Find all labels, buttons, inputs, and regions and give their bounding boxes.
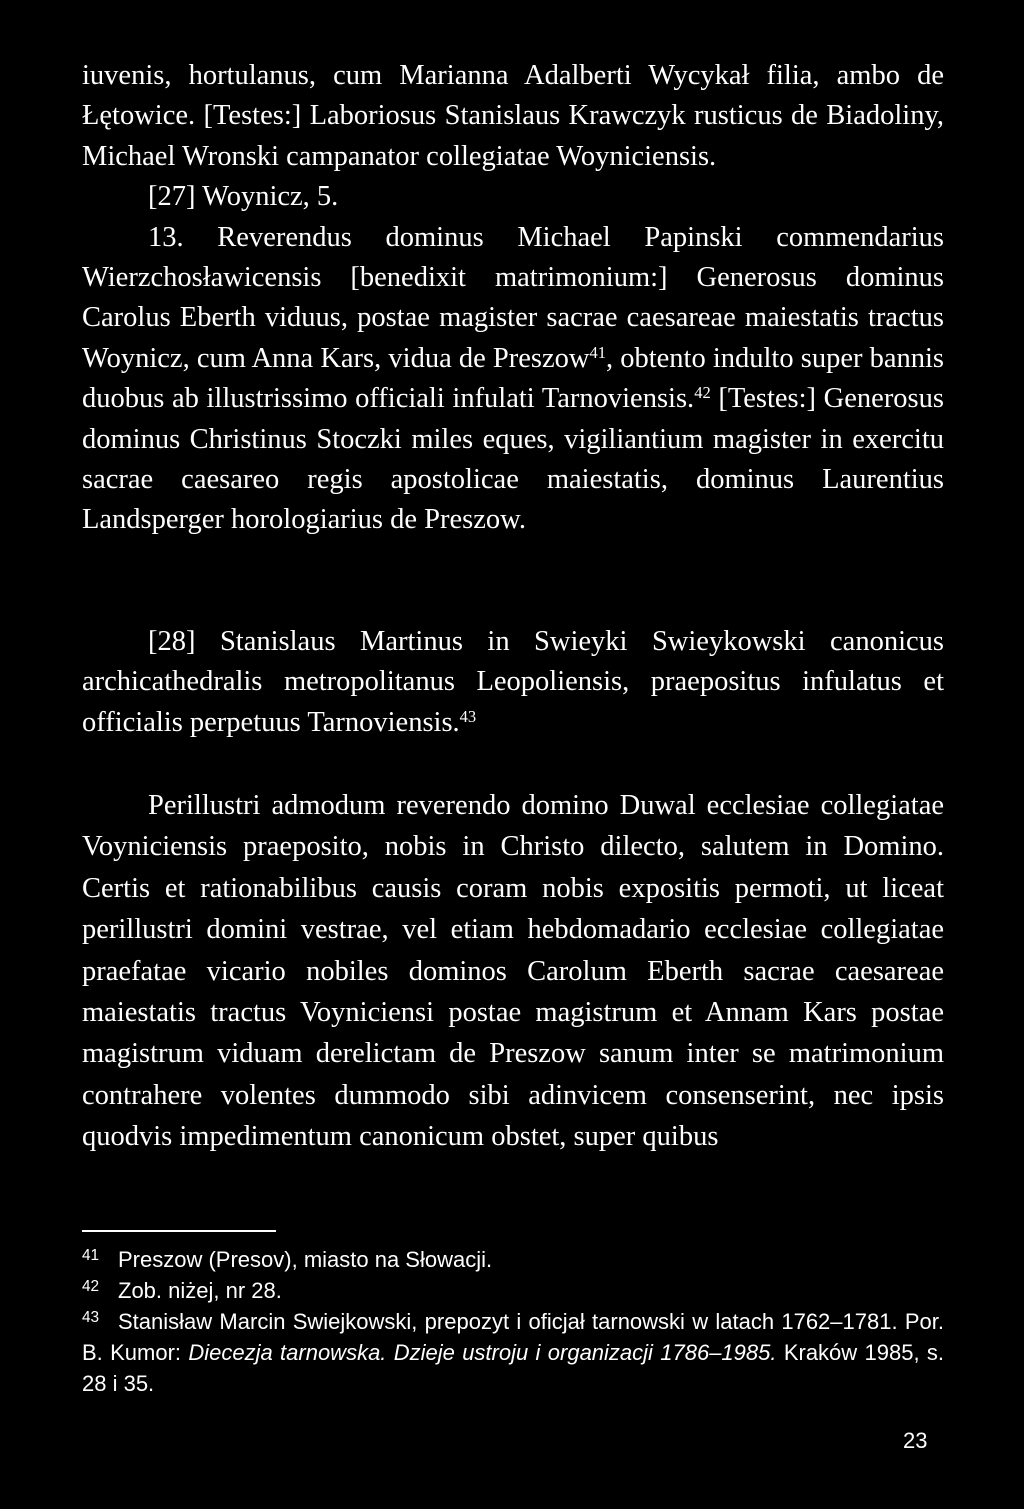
letter-text: Perillustri admodum reverendo domino Duwal ecclesiae collegiatae Voyniciensis praeposito, nobis in Christo dilecto, salutem in Domino. Certis et rationabilibus causis coram nobis expositis permoti, ut liceat perillustri domini vestrae, vel etiam hebdomadario ecclesiae collegiatae praefatae vicario nobiles dominos Carolum Eberth sacrae caesareae maiestatis tractus Voyniciensi postae magistrum et Annam Kars postae magistrum viduam derelictam de Preszow sanum inter se matrimonium contrahere volentes dummodo sibi adinvicem consenserint, nec ipsis quodvis impedimentum canonicum obstet, super quibus — [82, 790, 944, 1153]
paragraph-lead: iuvenis, hortulanus, cum Marianna Adalberti Wycykał filia, ambo de Łętowice. [Testes:] Laboriosus Stanislaus Krawczyk rusticus de Biadoliny, Michael Wronski campanator collegiatae Woyniciensis. — [82, 60, 944, 172]
footnote-book-title: Diecezja tarnowska. Dzieje ustroju i organizacji 1786–1985. — [188, 1340, 777, 1365]
footnote-text-part-a: Stanisław Marcin Swiejkowski, prepozyt i oficjał tarnowski w latach 1762–1781. Por. B. Kumor: — [82, 1309, 944, 1365]
footnote-ref-42[interactable]: 42 — [694, 383, 711, 403]
footnote-number-43: 43 — [82, 1309, 100, 1327]
entry-28-text — [82, 622, 944, 743]
page-number: 23 — [903, 1428, 928, 1453]
entry-28-body: [28] Stanislaus Martinus in Swieyki Swieykowski canonicus archicathedralis metropolitanus Leopoliensis, praepositus infulatus et officialis perpetuus Tarnoviensis. — [82, 626, 944, 738]
footnote-number — [82, 1306, 118, 1337]
footnote-divider — [82, 1230, 276, 1232]
footnote-number-41: 41 — [82, 1247, 100, 1265]
footnote-ref-41[interactable]: 41 — [589, 342, 606, 362]
footnote-number — [82, 1244, 118, 1275]
footnote-text: Preszow (Presov), miasto na Słowacji. — [118, 1247, 493, 1272]
footnotes — [82, 1244, 944, 1399]
entry-header: [27] Woynicz, 5. — [148, 181, 339, 213]
footnote-number — [82, 1275, 118, 1306]
entry-text-part-c: [Testes:] Generosus dominus Christinus Stoczki miles eques, vigiliantium magister in exercitu sacrae caesareo regis apostolicae maiestatis, dominus Laurentius Landsperger horologiarius de Preszow. — [82, 383, 944, 536]
footnote-number-42: 42 — [82, 1278, 100, 1296]
footnote-ref-43[interactable]: 43 — [459, 706, 477, 726]
entry-text — [82, 218, 944, 541]
record-paragraph-28 — [82, 622, 944, 743]
footnote-42 — [82, 1275, 944, 1306]
letter-paragraph — [82, 785, 944, 1158]
footnote-43 — [82, 1306, 944, 1399]
footnote-text: Zob. niżej, nr 28. — [118, 1278, 282, 1303]
record-paragraph-27 — [82, 56, 944, 541]
footnote-41 — [82, 1244, 944, 1275]
footnote-text-part-b: Kraków 1985, s. 28 i 35. — [82, 1340, 944, 1396]
entry-text-part-a: 13. Reverendus dominus Michael Papinski commendarius Wierzchosławicensis [benedixit matrimonium:] Generosus dominus Carolus Eberth viduus, postae magister sacrae caesareae maiestatis tractus Woynicz, cum Anna Kars, vidua de Preszow — [82, 221, 944, 374]
entry-text-part-b: , obtento indulto super bannis duobus ab illustrissimo officiali infulati Tarnoviensis. — [82, 342, 944, 415]
